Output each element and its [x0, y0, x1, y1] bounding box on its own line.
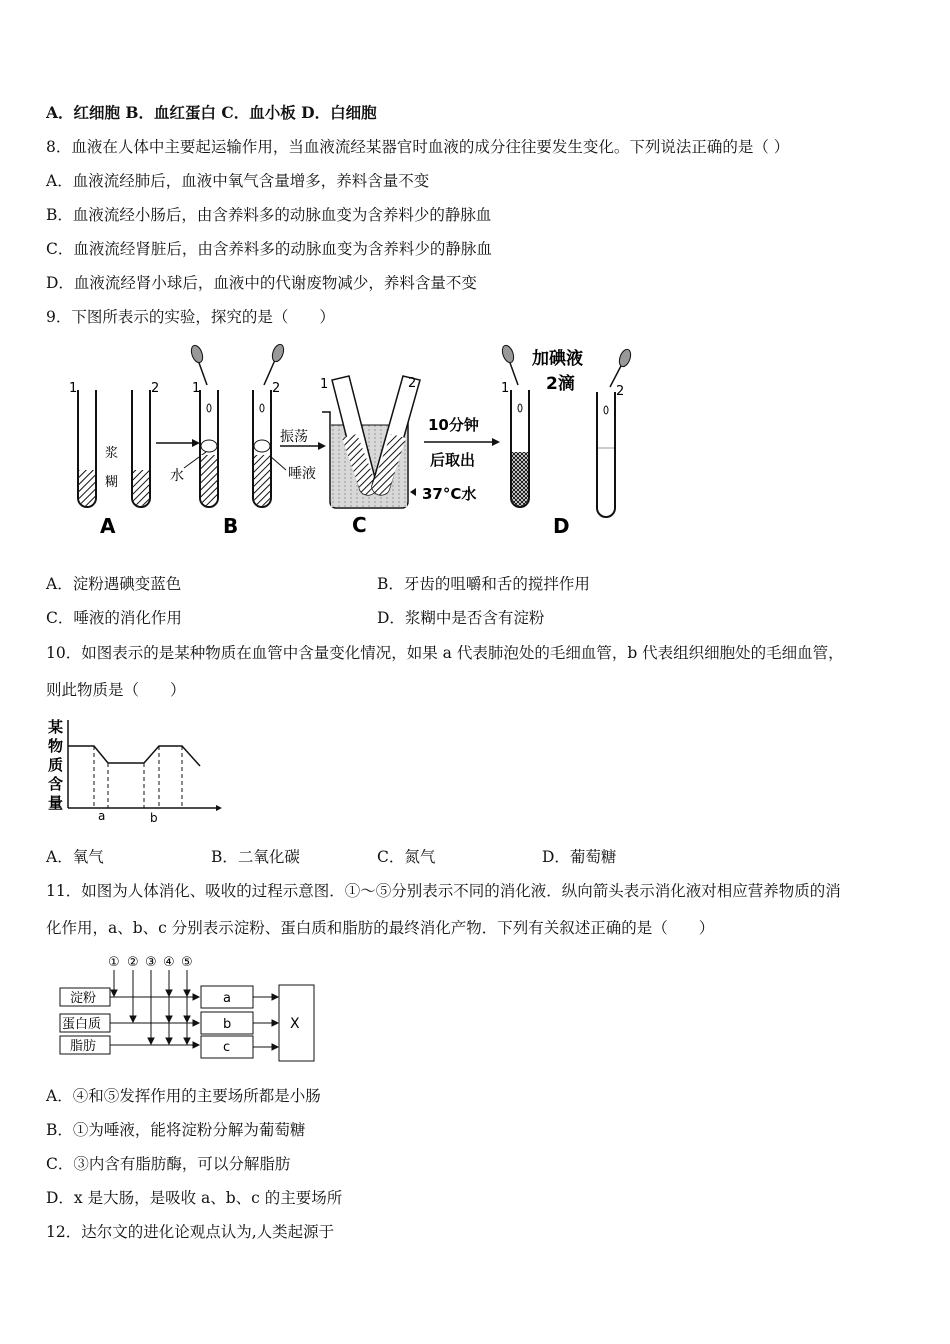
ylabel-char-3: 质 — [48, 756, 64, 774]
juice-labels — [108, 955, 193, 970]
q9-option-a: A．淀粉遇碘变蓝色 — [46, 575, 182, 593]
q11-option-b: B．①为唾液，能将淀粉分解为葡萄糖 — [46, 1121, 306, 1139]
iodine-label-2: 2滴 — [546, 374, 575, 394]
q10-option-d: D．葡萄糖 — [542, 848, 617, 866]
blood-substance-chart — [44, 716, 229, 830]
label-a: A — [100, 514, 116, 538]
product-c: c — [223, 1040, 231, 1055]
chart-ylabel — [48, 718, 63, 812]
juice-2-label: ② — [127, 955, 139, 970]
q10-stem-1: 10．如图表示的是某种物质在血管中含量变化情况，如果 a 代表肺泡处的毛细血管，b 代表组织细胞处的毛细血管， — [46, 644, 844, 662]
paste-label-2: 糊 — [105, 475, 119, 490]
nutrient-fat: 脂肪 — [70, 1039, 97, 1054]
juice-4-label: ④ — [163, 955, 175, 970]
nutrient-protein: 蛋白质 — [62, 1017, 102, 1032]
water-37-label: 37°C水 — [422, 485, 477, 503]
setup-a — [69, 381, 159, 538]
digestion-diagram — [56, 950, 318, 1062]
setup-b — [189, 343, 286, 538]
q12-stem: 12．达尔文的进化论观点认为,人类起源于 — [46, 1223, 335, 1241]
q8-stem: 8．血液在人体中主要起运输作用，当血液流经某器官时血液的成分往往要发生变化。下列说法正确的是（ ） — [46, 138, 790, 156]
label-c: C — [352, 513, 367, 537]
q10-stem-2: 则此物质是（ ） — [46, 681, 186, 699]
product-b: b — [223, 1017, 232, 1032]
organ-x: X — [290, 1016, 300, 1032]
tube-2-label-c: 2 — [408, 376, 417, 391]
tube-1-label-c: 1 — [320, 377, 329, 392]
iodine-label-1: 加碘液 — [532, 349, 583, 369]
q8-option-c: C．血液流经肾脏后，由含养料多的动脉血变为含养料少的静脉血 — [46, 240, 492, 258]
saliva-experiment-figure — [60, 340, 660, 545]
content-curve — [68, 746, 200, 766]
q9-option-b: B．牙齿的咀嚼和舌的搅拌作用 — [377, 575, 590, 593]
ylabel-char-2: 物 — [48, 737, 64, 755]
q8-option-a: A．血液流经肺后，血液中氧气含量增多，养料含量不变 — [46, 172, 430, 190]
time-label-2: 后取出 — [430, 451, 476, 469]
q7-options: A．红细胞 B．血红蛋白 C．血小板 D．白细胞 — [46, 103, 377, 122]
q9-option-d: D．浆糊中是否含有淀粉 — [377, 609, 545, 627]
saliva-label: 唾液 — [288, 466, 316, 482]
b-capillary-label: b — [150, 811, 158, 825]
q11-option-a: A．④和⑤发挥作用的主要场所都是小肠 — [46, 1087, 321, 1105]
q11-option-d: D．x 是大肠，是吸收 a、b、c 的主要场所 — [46, 1189, 343, 1207]
ylabel-char-5: 量 — [48, 794, 64, 812]
setup-d — [500, 344, 633, 538]
shake-label: 振荡 — [280, 429, 308, 445]
q9-stem: 9．下图所表示的实验，探究的是（ ） — [46, 308, 335, 326]
q9-option-c: C．唾液的消化作用 — [46, 609, 182, 627]
capillary-guides — [94, 746, 182, 808]
juice-5-label: ⑤ — [181, 955, 193, 970]
q11-stem-1: 11．如图为人体消化、吸收的过程示意图．①～⑤分别表示不同的消化液．纵向箭头表示消化液对相应营养物质的消 — [46, 882, 841, 900]
tube-1-label-a: 1 — [69, 381, 78, 396]
q10-option-a: A．氧气 — [46, 848, 104, 866]
tube-2-label-a: 2 — [151, 381, 160, 396]
tube-1-label-d: 1 — [501, 381, 510, 396]
water-label: 水 — [170, 468, 184, 484]
paste-label-1: 浆 — [105, 446, 119, 461]
q11-option-c: C．③内含有脂肪酶，可以分解脂肪 — [46, 1155, 291, 1173]
ylabel-char-4: 含 — [48, 775, 64, 793]
setup-c-beaker — [320, 376, 420, 537]
label-b: B — [223, 514, 239, 538]
ylabel-char-1: 某 — [48, 718, 64, 736]
q8-option-b: B．血液流经小肠后，由含养料多的动脉血变为含养料少的静脉血 — [46, 206, 492, 224]
q8-option-d: D．血液流经肾小球后，血液中的代谢废物减少，养料含量不变 — [46, 274, 477, 292]
juice-arrows — [111, 970, 190, 1044]
label-d: D — [553, 514, 570, 538]
tube-2-label-d: 2 — [616, 384, 625, 399]
tube-1-label-b: 1 — [192, 381, 201, 396]
tube-2-label-b: 2 — [272, 381, 281, 396]
juice-1-label: ① — [108, 955, 120, 970]
q10-option-c: C．氮气 — [377, 848, 436, 866]
juice-3-label: ③ — [145, 955, 157, 970]
a-capillary-label: a — [98, 809, 106, 823]
q10-option-b: B．二氧化碳 — [211, 848, 300, 866]
q11-stem-2: 化作用，a、b、c 分别表示淀粉、蛋白质和脂肪的最终消化产物．下列有关叙述正确的是（ ） — [46, 919, 715, 937]
product-a: a — [223, 991, 231, 1006]
nutrient-starch: 淀粉 — [70, 991, 97, 1006]
time-label-1: 10分钟 — [428, 416, 479, 434]
